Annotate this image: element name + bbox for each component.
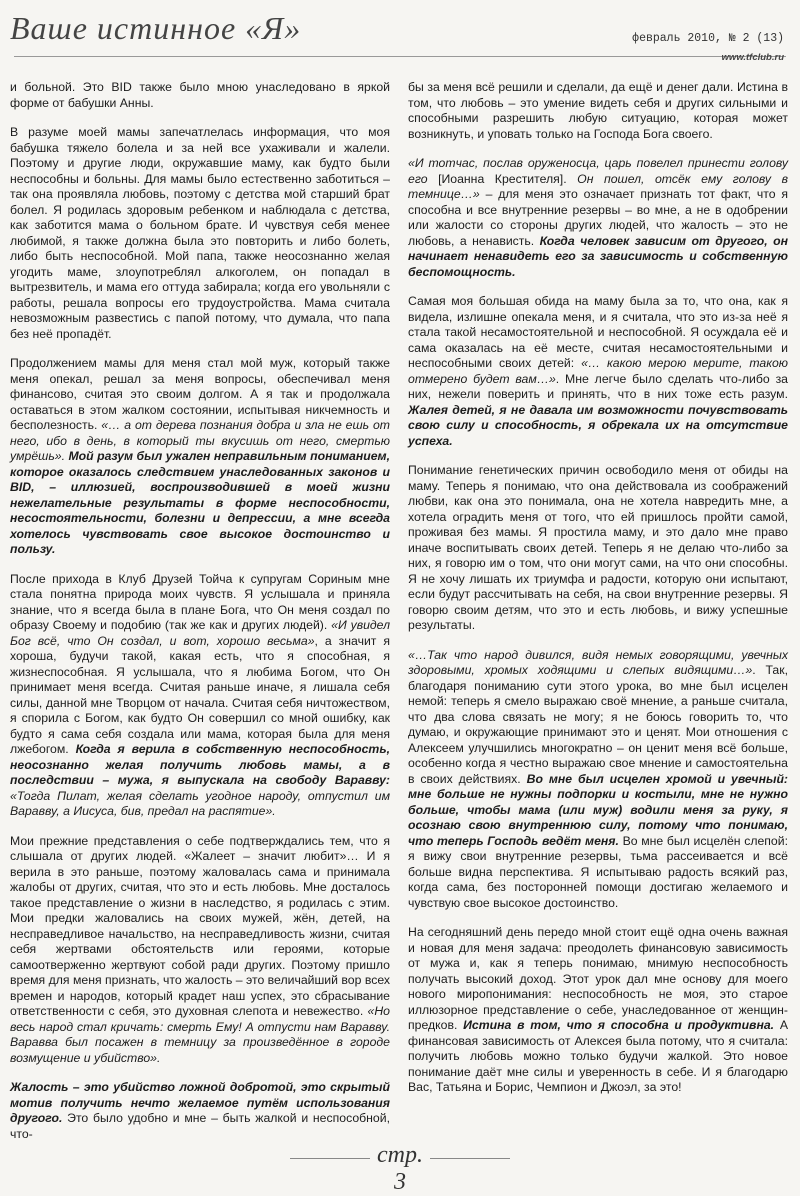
page-footer	[0, 1138, 800, 1195]
magazine-logo: Ваше истинное «Я»	[10, 10, 302, 46]
text: А финансовая зависимость от Алексея была потому, что я считала: получить любовь можно только будучи жалкой. Это новое понимание даёт мне силы и уверенность в себе. И я благодарю Вас, Татьяна и Борис, Чемпион и Джоэл, за это!	[408, 1018, 789, 1094]
emphasis: Мой разум был ужален неправильным пониманием, которое оказалось следствием унаследованных законов и BID, – иллюзией, воспроизводившей в моей жизни нежелательные результаты в форме неспособности, несостоятельности, болезни и депрессии, а мне всегда хотелось чувствовать свое высокое достоинство и пользу.	[10, 449, 390, 556]
paragraph	[10, 80, 390, 111]
text: [Иоанна Крестителя].	[427, 171, 578, 186]
paragraph	[408, 463, 788, 634]
text: и больной. Это BID также было мною унаследовано в яркой форме от бабушки Анны.	[10, 80, 390, 110]
emphasis: Истина в том, что я способна и продуктивна.	[463, 1018, 775, 1032]
quote: Он пошел, отсёк ему голову в темнице…»	[408, 171, 788, 201]
emphasis: Жалость – это убийство ложной добротой, это скрытый мотив получить нечто желаемое путём использования другого.	[10, 1080, 390, 1125]
paragraph	[10, 572, 390, 820]
issue-info: февраль 2010, № 2 (13)	[632, 32, 784, 45]
header-rule	[14, 56, 786, 57]
text: бы за меня всё решили и сделали, да ещё и денег дали. Истина в том, что любовь – это умение видеть себя и других сильными и способными разрешить любую ситуацию, которая может возникнуть, и уповать только на Господа Бога своего.	[408, 80, 788, 141]
text: – для меня это означает признать тот факт, что я способна и все внутренние резервы – во мне, а не в одобрении или жалости со стороны других людей, что жалость – это не любовь, а ненависть.	[408, 187, 788, 248]
paragraph	[408, 925, 788, 1096]
quote: «И увидел Бог всё, что Он создал, и вот, хорошо весьма»	[10, 618, 390, 648]
paragraph	[10, 356, 390, 558]
page-header	[0, 0, 800, 75]
paragraph	[10, 125, 390, 342]
paragraph	[10, 834, 390, 1067]
right-column	[408, 80, 788, 1110]
paragraph	[408, 648, 788, 912]
quote: «… какою мерою мерите, такою отмерено будет вам…»	[408, 356, 789, 386]
text: Мои прежние представления о себе подтверждались тем, что я слышала от других людей. «Жалеет – значит любит»… И я верила в это раньше, поэтому жаловалась сама и принимала жалобы от других, считая, что это и есть любовь. Мне досталось такое представление о жизни в наследство, я родилась с этим. Мои предки жаловались на своих мужей, жён, детей, на несправедливое начальство, на несправедливость жизни, считая себя жертвами обстоятельств или героями, которые самоотверженно жертвуют собой ради других. Поэтому пришло время для меня признать, что жалость – это величайший вор всех времен и народов, который крадет наш успех, это сбрасывание ответственности с себя, это духовная слепота и невежество.	[10, 833, 390, 1018]
text: Это было удобно и мне – быть жалкой и неспособной, что-	[10, 1111, 390, 1141]
quote: «…Так что народ дивился, видя немых говорящими, увечных здоровыми, хромых ходящими и слепых видящими…»	[408, 647, 788, 677]
paragraph	[10, 1080, 390, 1142]
emphasis: Когда я верила в собственную неспособность, неосознанно желая получить любовь мамы, а в последствии – мужа, я выпускала на свободу Варавву:	[10, 742, 390, 787]
footer-rule-left	[290, 1158, 370, 1159]
text: . Мне легче было сделать что-либо за них, нежели поверить и принять, что в них тоже есть разум.	[408, 371, 788, 401]
emphasis: Жалея детей, я не давала им возможности почувствовать свою силу и способность, я обрекала их на отсутствие успеха.	[408, 402, 788, 448]
text: В разуме моей мамы запечатлелась информация, что моя бабушка тяжело болела и за ней все ухаживали и жалели. Поэтому и другие люди, окружавшие маму, как будто были неспособны и больны. Для мамы было естественно заботиться – так она проявляла любовь, поэтому с детства мой старший брат болел. Я родилась здоровым ребенком и наблюдала с детства, как заботится мама о больном брате. И чувствуя себя менее любимой, я также должна была это повторить и либо болеть, либо быть неспособной. Мой папа, также неосознанно желая угодить маме, злоупотреблял алкоголем, он попадал в вытрезвитель, и мама его оттуда забирала; когда его увольняли с работы, решала вопросы его трудоустройства. Мама считала невозможным развестись с папой потому, что думала, что папа без неё пропадёт.	[10, 125, 390, 341]
quote: «И тотчас, послав оруженосца, царь повелел принести голову его	[408, 156, 788, 186]
paragraph	[408, 294, 788, 449]
left-column	[10, 80, 390, 1156]
paragraph	[408, 156, 788, 280]
footer-rule-right	[430, 1158, 510, 1159]
emphasis: Когда человек зависим от другого, он начинает ненавидеть его за зависимость и собственную беспомощность.	[408, 233, 788, 279]
quote: «… а от дерева познания добра и зла не ешь от него, ибо в день, в который ты вкусишь от него, смертью умрёшь».	[10, 418, 390, 463]
site-url[interactable]: www.tfclub.ru	[721, 52, 784, 63]
text: Самая моя большая обида на маму была за то, что она, как я видела, излишне опекала меня, и я считала, что это из-за неё я стала такой несамостоятельной и неспособной. Я осуждала её и сама оказалась на её месте, считая несамостоятельными и неспособными своих детей:	[408, 294, 788, 370]
text: Продолжением мамы для меня стал мой муж, который также меня опекал, решал за меня вопросы, обеспечивал меня финансово, считая это своим долгом. А я так и продолжала оставаться в этом жалком состоянии, испытывая никчемность и бесполезность.	[10, 356, 390, 432]
text: , а значит я хороша, будучи такой, какая есть, что я способная, я жизнеспособная. Я услышала, что я любима Богом, что Он принимает меня всегда. Считая раньше иначе, я лишала себя силы, данной мне Творцом от начала. Считая себя ничтожеством, я спорила с Богом, как будто Он совершил со мной ошибку, как будто я сама себя создала или мама, которая была для меня лжебогом.	[10, 633, 390, 756]
emphasis: Во мне был исцелен хромой и увечный: мне больше не нужны подпорки и костыли, мне не нужно больше, чтобы мама (или муж) водили меня за руку, я осознаю свою внутреннюю силу, потому что понимаю, что теперь Господь ведёт меня.	[408, 771, 789, 848]
text: . Так, благодаря пониманию сути этого урока, во мне был исцелен немой: теперь я смело выражаю своё мнение, а раньше считала, что два слова связать не могу; я не боюсь говорить то, что думаю, и окружающие принимают это и ценят. Мои отношения с Алексеем улучшились многократно – он ценит меня всё больше, особенно когда я честно выражаю свое мнение и самостоятельна в своих действиях.	[408, 663, 788, 786]
text: После прихода в Клуб Друзей Тойча к супругам Сориным мне стала понятна природа моих чувств. Я услышала и приняла знание, что я всегда была в плане Бога, что Он меня создал по образу Своему и подобию (так же как и других людей).	[10, 571, 390, 632]
text: Во мне был исцелён слепой: я вижу свои внутренние резервы, тьма рассеивается и всё больше видна перспектива. Я испытываю радость всякий раз, когда сама, без посторонней помощи достигаю желаемого и чувствую свое высокое достоинство.	[408, 833, 788, 910]
paragraph	[408, 80, 788, 142]
text: На сегодняшний день передо мной стоит ещё одна очень важная и новая для меня задача: преодолеть финансовую зависимость от мужа и, как я теперь понимаю, мнимую неспособность получать высокий доход. Этот урок дал мне основу для моего нового миропонимания: неспособность не моя, это старое иллюзорное представление о себе, унаследованное от женщин-предков.	[408, 925, 788, 1032]
page-number: стр. 3	[377, 1142, 423, 1195]
text: Понимание генетических причин освободило меня от обиды на маму. Теперь я понимаю, что она действовала из соображений любви, как она это понимала, она не хотела навредить мне, а хотела оградить меня от того, что ей пришлось пройти самой, проживая без мамы. Я простила маму, и это дало мне право иначе воспитывать своих детей. Теперь я не делаю что-либо за них, я говорю им о том, что они могут сами, на что они способны. Я не хочу лишать их триумфа и радости, которую они испытают, если будут рассчитывать на себя, на свои внутренние резервы. Я говорю своим детям, что это и есть любовь, и вижу успешные результаты.	[408, 463, 788, 632]
quote: «Тогда Пилат, желая сделать угодное народу, отпустил им Варавву, а Иисуса, бив, предал на распятие».	[10, 788, 390, 818]
quote: «Но весь народ стал кричать: смерть Ему! А отпусти нам Варавву. Варавва был посажен в темницу за произведённое в городе возмущение и убийство».	[10, 1004, 390, 1065]
